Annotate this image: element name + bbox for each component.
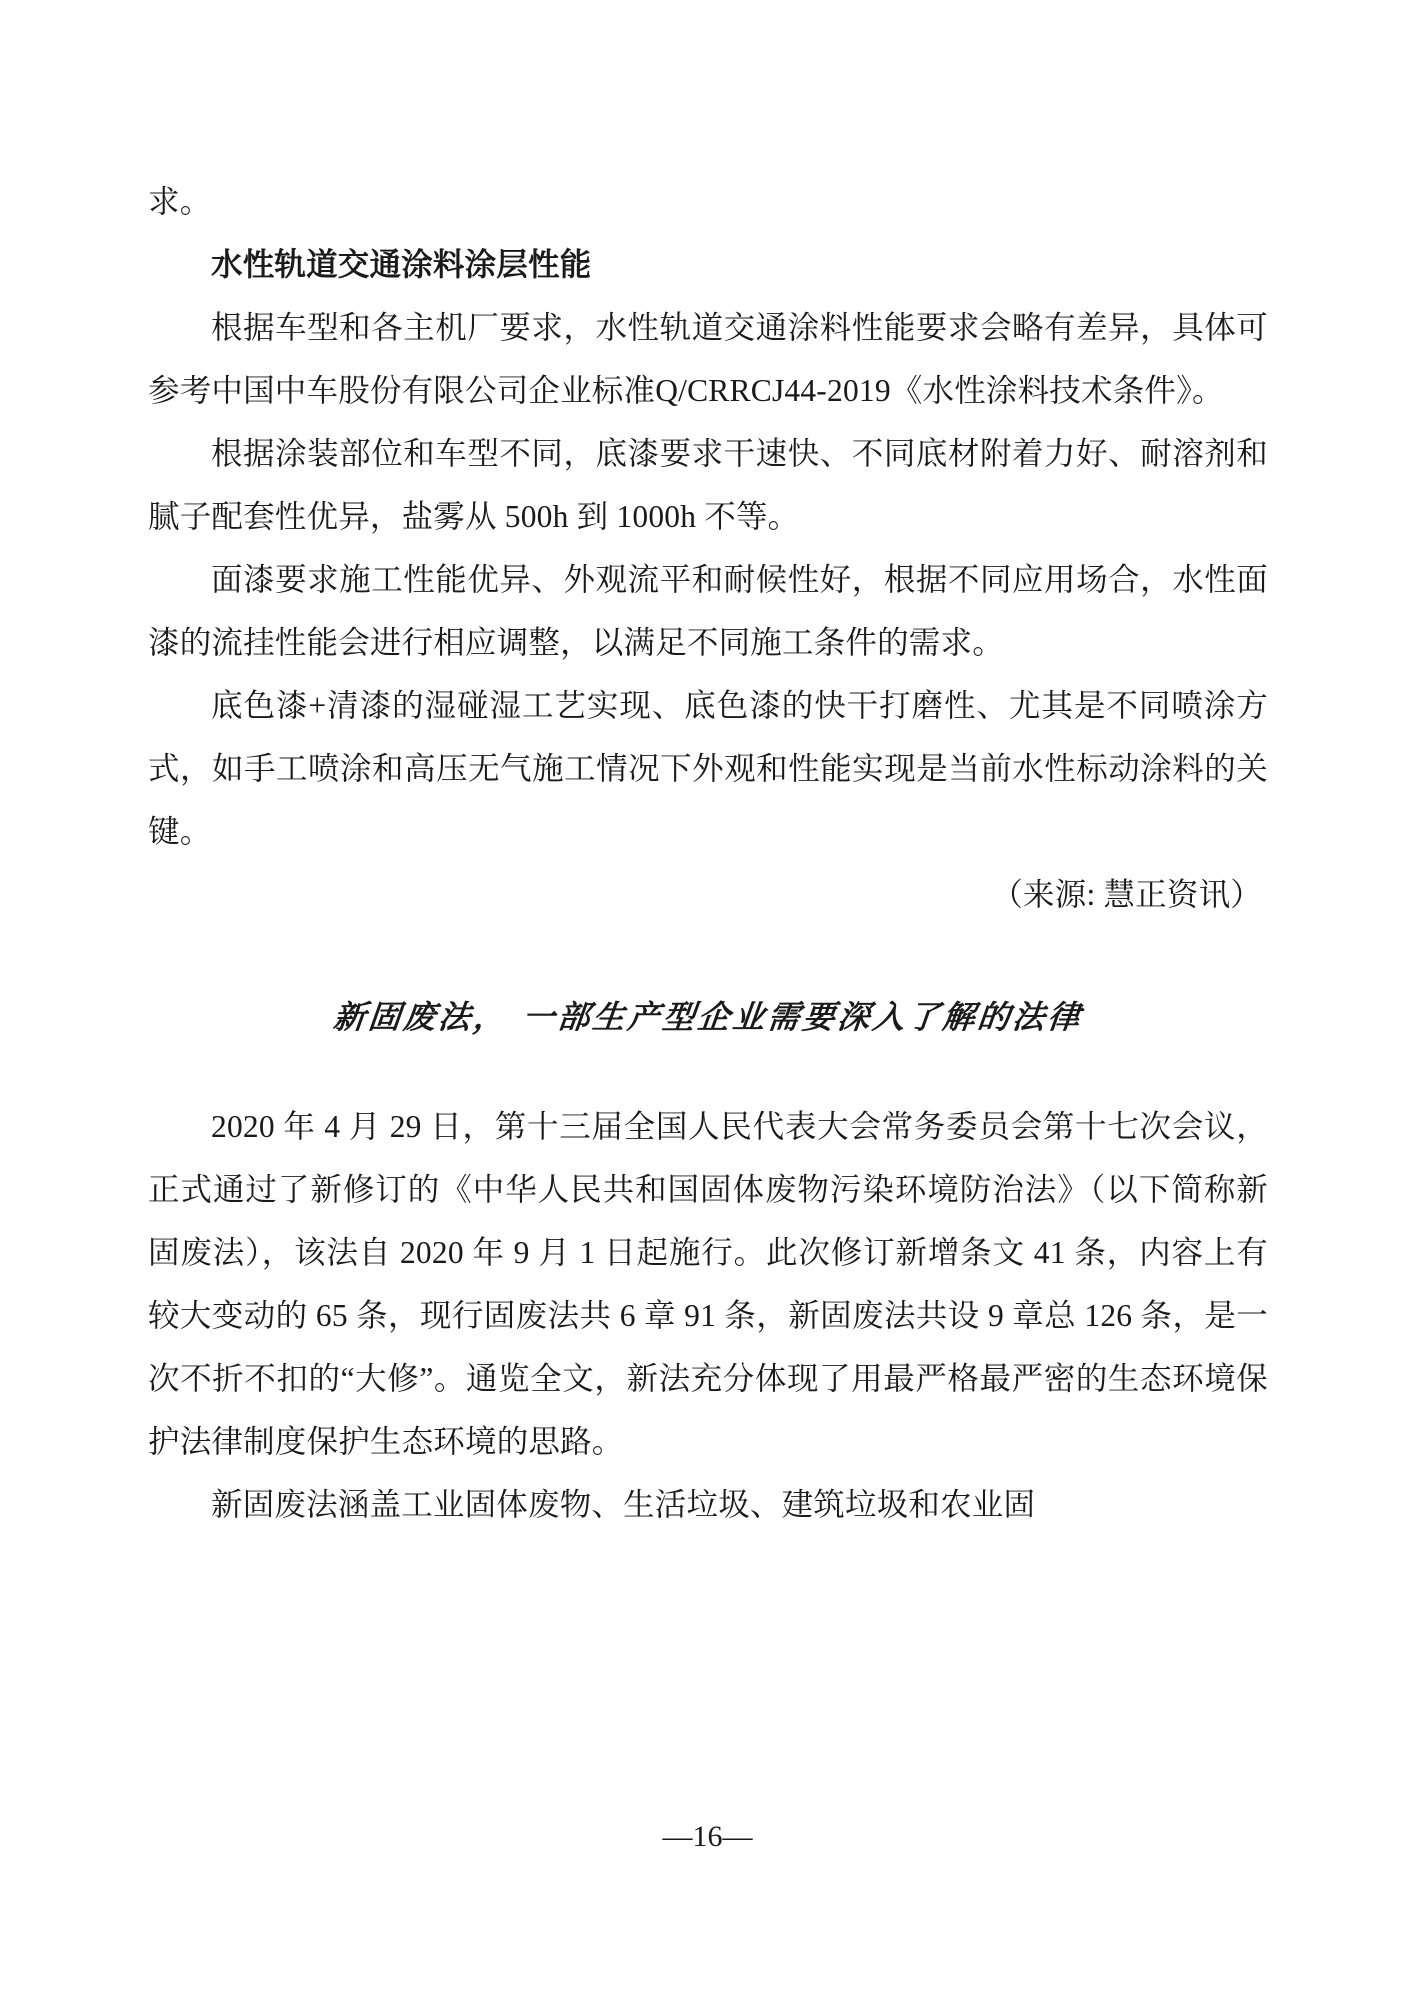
spacer-before-article-title (148, 926, 1268, 986)
paragraph-1: 根据车型和各主机厂要求，水性轨道交通涂料性能要求会略有差异，具体可参考中国中车股份有限公司企业标准Q/CRRCJ44-2019《水性涂料技术条件》。 (148, 310, 1268, 408)
paragraph-continuation: 求。 (148, 184, 212, 219)
paragraph-3: 面漆要求施工性能优异、外观流平和耐候性好，根据不同应用场合，水性面漆的流挂性能会进行相应调整，以满足不同施工条件的需求。 (148, 562, 1268, 660)
paragraph-4: 底色漆+清漆的湿碰湿工艺实现、底色漆的快干打磨性、尤其是不同喷涂方式，如手工喷涂和高压无气施工情况下外观和性能实现是当前水性标动涂料的关键。 (148, 688, 1268, 849)
page-content (148, 170, 1268, 1536)
article-paragraph-2: 新固废法涵盖工业固体废物、生活垃圾、建筑垃圾和农业固 (211, 1487, 1036, 1522)
source-attribution: （来源: 慧正资讯） (991, 877, 1262, 912)
article-paragraph-1: 2020 年 4 月 29 日，第十三届全国人民代表大会常务委员会第十七次会议，正式通过了新修订的《中华人民共和国固体废物污染环境防治法》（以下简称新固废法），该法自 2020 年 9 月 1 日起施行。此次修订新增条文 41 条，内容上有较大变动的 65 条，现行固废法共 6 章 91 条，新固废法共设 9 章总 126 条，是一次不折不扣的“大修”。通览全文，新法充分体现了用最严格最严密的生态环境保护法律制度保护生态环境的思路。 (148, 1109, 1268, 1459)
article-title: 新固废法， 一部生产型企业需要深入了解的法律 (331, 998, 1085, 1036)
section-heading: 水性轨道交通涂料涂层性能 (211, 247, 592, 282)
page-number: —16— (662, 1820, 753, 1853)
paragraph-2: 根据涂装部位和车型不同，底漆要求干速快、不同底材附着力好、耐溶剂和腻子配套性优异，盐雾从 500h 到 1000h 不等。 (148, 436, 1268, 534)
spacer-after-article-title (148, 1049, 1268, 1095)
